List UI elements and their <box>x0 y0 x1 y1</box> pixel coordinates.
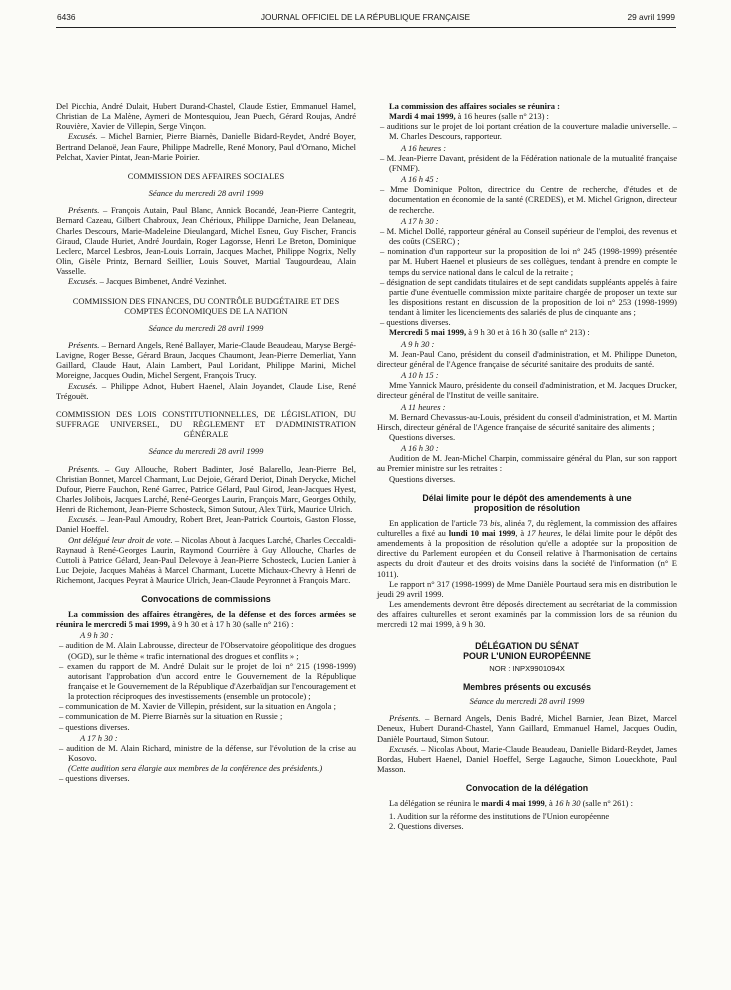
label: Présents. <box>68 463 100 474</box>
journal-title: JOURNAL OFFICIEL DE LA RÉPUBLIQUE FRANÇAISE <box>260 12 471 22</box>
excuses-delegation <box>377 744 677 774</box>
label: Excusés. <box>68 514 98 525</box>
delai-paragraph <box>377 518 677 579</box>
seance-delegation: Séance du mercredi 28 avril 1999 <box>469 696 585 707</box>
seance-finances: Séance du mercredi 28 avril 1999 <box>148 322 264 333</box>
label: Présents. <box>68 339 100 350</box>
bold-part: Mercredi 5 mai 1999, <box>389 327 467 338</box>
agenda-item: – examen du rapport de M. André Dulait sur le projet de loi n° 215 (1998-1999) autorisant l'approbation d'un accord entre le Gouvernement de la République française et le Gouvernement de la République d'Azerbaïdjan sur l'encouragement et la protection réciproques des investissements (ensemble un protocole) ; <box>59 660 356 702</box>
agenda-item: – nomination d'un rapporteur sur la proposition de loi n° 245 (1998-1999) présentée par M. Hubert Haenel et plusieurs de ses collègues, tendant à prendre en compte le temps du service national dans le calcul de la retraite ; <box>380 246 677 277</box>
agenda-item: M. Jean-Paul Cano, président du conseil d'administration, et M. Philippe Duneton, directeur général de l'Agence française de sécurité sanitaire des produits de santé. <box>377 348 677 369</box>
label: Présents. <box>68 205 100 216</box>
nor-reference: NOR : INPX9901094X <box>489 663 565 673</box>
names: – Jean-Paul Amoudry, Robert Bret, Jean-Patrick Courtois, Gaston Flosse, Daniel Hoeffel. <box>56 514 356 535</box>
text: , le délai limite pour le dépôt des amendements à la proposition de résolution qu'elle a adoptée sur la proposition de directive du Parlement européen et du Conseil relative à l'harmonisation de certains aspects du droit d'auteur et des droits voisins dans la société de l'information (n° E 1011). <box>377 527 677 579</box>
label: Excusés. <box>389 743 419 754</box>
presents-finances <box>56 340 356 381</box>
text: mardi 4 mai 1999 <box>481 797 545 808</box>
commission-lois-title: COMMISSION DES LOIS CONSTITUTIONNELLES, DE LÉGISLATION, DU SUFFRAGE UNIVERSEL, DU RÈGLEMENT ET D'ADMINISTRATION GÉNÉRALE <box>56 408 356 440</box>
issue-date: 29 avril 1999 <box>627 12 675 22</box>
agenda-item: – audition de M. Alain Labrousse, directeur de l'Observatoire géopolitique des drogues (OGD), sur le thème « trafic international des drogues et conflits » ; <box>59 640 356 661</box>
bold-part: Mardi 4 mai 1999, <box>389 111 456 122</box>
agenda-item: – communication de M. Pierre Biarnès sur la situation en Russie ; <box>59 711 283 722</box>
time-slot: A 17 h 30 : <box>80 732 118 743</box>
agenda-item: – questions diverses. <box>59 721 130 732</box>
delegation-vote <box>56 535 356 586</box>
label: Présents. <box>389 713 421 724</box>
delai-paragraph: Le rapport n° 317 (1998-1999) de Mme Danièle Pourtaud sera mis en distribution le jeudi 29 avril 1999. <box>377 578 677 599</box>
excuses-etrangeres <box>56 131 356 161</box>
convocation-delegation-heading: Convocation de la délégation <box>465 783 589 794</box>
presents-delegation <box>377 713 677 743</box>
names: – Bernard Angels, Denis Badré, Michel Barnier, Jean Bizet, Marcel Deneux, Hubert Durand-Chastel, Yann Gaillard, Emmanuel Hamel, Jacques Oudin, Danièle Pourtaud, Simon Sutour. <box>377 713 677 744</box>
time-slot: A 9 h 30 : <box>401 338 435 349</box>
names: – Nicolas About à Jacques Larché, Charles Ceccaldi-Raynaud à René-Georges Laurin, Raymond Courrière à Guy Allouche, Charles de Cuttoli à Patrice Gélard, Jean-Paul Delevoye à Jean-Pierre Schosteck, Lucien Lanier à Luc Dejoie, Jacques Mahéas à Marcel Charmant, Lucette Michaux-Chevry à Henri de Richemont, Jacques Peyrat à Maurice Ulrich, Jean-Claude Peyronnet à François Marc. <box>56 534 356 586</box>
right-column <box>377 101 677 831</box>
delai-paragraph: Les amendements devront être déposés directement au secrétariat de la commission des affaires culturelles et seront examinés par la commission lors de sa réunion du mercredi 12 mai 1999, à 9 h 30. <box>377 599 677 630</box>
delai-heading: Délai limite pour le dépôt des amendements à une proposition de résolution <box>422 492 632 514</box>
excuses-finances <box>56 381 356 401</box>
agenda-item: – M. Michel Dollé, rapporteur général au Conseil supérieur de l'emploi, des revenus et des coûts (CSERC) ; <box>380 225 677 247</box>
names: – Philippe Adnot, Hubert Haenel, Alain Joyandet, Claude Lise, René Trégouët. <box>56 380 356 401</box>
time-slot: A 10 h 15 : <box>401 370 439 381</box>
agenda-item: – Mme Dominique Polton, directrice du Centre de recherche, d'études et de documentation en économie de la santé (CREDES), et M. Michel Grignon, directeur de recherche. <box>380 184 677 215</box>
commission-finances-title: COMMISSION DES FINANCES, DU CONTRÔLE BUDGÉTAIRE ET DES COMPTES ÉCONOMIQUES DE LA NATION <box>72 295 340 316</box>
time-slot: A 11 heures : <box>401 401 446 412</box>
excuses-lois <box>56 514 356 534</box>
agenda-item: 2. Questions diverses. <box>389 821 464 832</box>
agenda-item: – questions diverses. <box>380 317 451 328</box>
seance-sociales: Séance du mercredi 28 avril 1999 <box>148 188 264 199</box>
text: 17 heures <box>526 527 561 538</box>
agenda-item: – questions diverses. <box>59 773 130 784</box>
agenda-item: – auditions sur le projet de loi portant création de la couverture maladie universelle. – M. Charles Descours, rapporteur. <box>380 121 677 142</box>
text: , à <box>544 797 555 808</box>
delegation-title-2: POUR L'UNION EUROPÉENNE <box>463 651 591 661</box>
agenda-note: (Cette audition sera élargie aux membres de la conférence des présidents.) <box>68 763 323 774</box>
left-column <box>56 101 356 784</box>
time-slot: A 16 h 30 : <box>401 443 439 454</box>
time-part: à 16 heures (salle n° 213) : <box>455 111 549 122</box>
convocations-heading: Convocations de commissions <box>141 594 271 605</box>
mercredi-line <box>377 327 677 337</box>
mardi-line <box>377 111 677 121</box>
names: – Nicolas About, Marie-Claude Beaudeau, Danielle Bidard-Reydet, James Bordas, Hubert Haenel, Daniel Hoeffel, Serge Lagauche, Simon Loueckhote, Paul Masson. <box>377 743 677 775</box>
time-slot: A 16 heures : <box>401 142 447 153</box>
text: 16 h 30 <box>554 797 581 808</box>
label: Excusés. <box>68 276 98 287</box>
time-slot: A 17 h 30 : <box>401 215 439 226</box>
agenda-item: – audition de M. Alain Richard, ministre de la défense, sur l'évolution de la crise au Kosovo. <box>59 742 356 764</box>
agenda-item: – M. Jean-Pierre Davant, président de la Fédération nationale de la mutualité française (FNMF). <box>380 152 677 173</box>
sociales-convocation-title: La commission des affaires sociales se réunira : <box>389 101 561 111</box>
time-part: à 9 h 30 et à 17 h 30 (salle n° 216) : <box>169 619 294 630</box>
names: – Guy Allouche, Robert Badinter, José Balarello, Jean-Pierre Bel, Christian Bonnet, Marcel Charmant, Luc Dejoie, Gérard Deriot, Dinah Derycke, Michel Dufour, Pierre Fauchon, René Garrec, Patrice Gélard, Paul Girod, Jean-Jacques Hyest, Charles Jolibois, Jacques Larché, René-Georges Laurin, François Marc, Georges Othily, Henri de Richemont, Jean-Pierre Schosteck, Simon Sutour, Alex Türk, Maurice Ulrich. <box>56 463 356 515</box>
agenda-item: Questions diverses. <box>389 473 456 484</box>
time-slot: A 16 h 45 : <box>401 174 439 185</box>
names: – Michel Barnier, Pierre Biarnès, Danielle Bidard-Reydet, André Boyer, Bertrand Delanoë, Jean Faure, Philippe Madrelle, René Monory, Paul d'Ornano, Michel Pelchat, Xavier Pintat, Jean-Marie Poirier. <box>56 131 356 162</box>
convocation-delegation-text <box>377 798 677 808</box>
text: lundi 10 mai 1999 <box>448 527 516 538</box>
membres-heading: Membres présents ou excusés <box>462 681 592 692</box>
label: Ont délégué leur droit de vote. <box>68 534 173 545</box>
names: – François Autain, Paul Blanc, Annick Bocandé, Jean-Pierre Cantegrit, Bernard Cazeau, Gilbert Chabroux, Jean Chérioux, Philippe Darniche, Jean Delaneau, Charles Descours, Marie-Madeleine Dieulangard, Michel Esneu, Guy Fischer, Francis Giraud, Claude Huriet, André Jourdain, Roger Lagorsse, Henri Le Breton, Dominique Leclerc, Marcel Lesbros, Jean-Louis Lorrain, Jacques Machet, Philippe Nogrix, Nelly Olin, Gisèle Printz, Bernard Seillier, Louis Souvet, Martial Taugourdeau, Alain Vasselle. <box>56 205 356 277</box>
bold-part: La commission des affaires étrangères, de la défense et des forces armées se réunira le mercredi 5 mai 1999, <box>56 608 356 630</box>
presents-sociales <box>56 205 356 276</box>
agenda-item: – communication de M. Xavier de Villepin, président, sur la situation en Angola ; <box>59 701 336 712</box>
text: , alinéa 7, du règlement, la commission des affaires culturelles a fixé au <box>377 517 677 538</box>
agenda-item: – désignation de sept candidats titulaires et de sept candidats suppléants appelés à faire partie d'une éventuelle commission mixte paritaire chargée de proposer un texte sur les dispositions restant en discussion de la proposition de loi n° 253 (1998-1999) tendant à limiter les licenciements des salariés de plus de cinquante ans ; <box>380 276 677 318</box>
agenda-item: M. Bernard Chevassus-au-Louis, président du conseil d'administration, et M. Martin Hirsch, directeur général de l'Agence française de sécurité sanitaire des aliments ; <box>377 411 677 432</box>
agenda-item: Mme Yannick Mauro, présidente du conseil d'administration, et M. Jacques Drucker, directeur général de l'Institut de veille sanitaire. <box>377 380 678 401</box>
label: Excusés. <box>68 380 98 391</box>
commission-sociales-title: COMMISSION DES AFFAIRES SOCIALES <box>127 170 285 181</box>
agenda-item: 1. Audition sur la réforme des institutions de l'Union européenne <box>389 810 610 821</box>
attendee-list-continued: Del Picchia, André Dulait, Hubert Durand-Chastel, Claude Estier, Emmanuel Hamel, Christian de La Malène, Aymeri de Montesquiou, Jean Puech, Gérard Roujas, André Rouvière, Xavier de Villepin, Serge Vinçon. <box>56 101 356 132</box>
excuses-sociales <box>56 276 356 286</box>
agenda-item: Audition de M. Jean-Michel Charpin, commissaire général du Plan, sur son rapport au Premier ministre sur les retraites : <box>377 453 677 474</box>
text: (salle n° 261) : <box>580 797 633 808</box>
names: – Bernard Angels, René Ballayer, Marie-Claude Beaudeau, Maryse Bergé-Lavigne, Roger Besse, Gérard Braun, Jacques Chaumont, Jean-Pierre Demerliat, Yann Gaillard, Claude Haut, Alain Lambert, Paul Loridant, Philippe Marini, Michel Moreigne, Jacques Oudin, Michel Sergent, François Trucy. <box>56 339 356 381</box>
presents-lois <box>56 464 356 515</box>
text: , à <box>515 527 527 538</box>
convocation-etrangeres <box>56 609 356 629</box>
label: Excusés. <box>68 131 98 142</box>
running-header <box>0 12 731 24</box>
text: bis <box>490 517 501 528</box>
text: La délégation se réunira le <box>389 797 482 808</box>
delegation-title-1: DÉLÉGATION DU SÉNAT <box>475 640 579 651</box>
header-rule <box>56 27 676 28</box>
seance-lois: Séance du mercredi 28 avril 1999 <box>148 446 264 457</box>
page-number: 6436 <box>57 12 76 22</box>
time-part: à 9 h 30 et à 16 h 30 (salle n° 213) : <box>466 327 590 338</box>
text: En application de l'article 73 <box>389 517 491 528</box>
agenda-item: Questions diverses. <box>389 432 456 442</box>
names: – Jacques Bimbenet, André Vezinhet. <box>97 276 227 287</box>
time-slot: A 9 h 30 : <box>80 630 114 641</box>
